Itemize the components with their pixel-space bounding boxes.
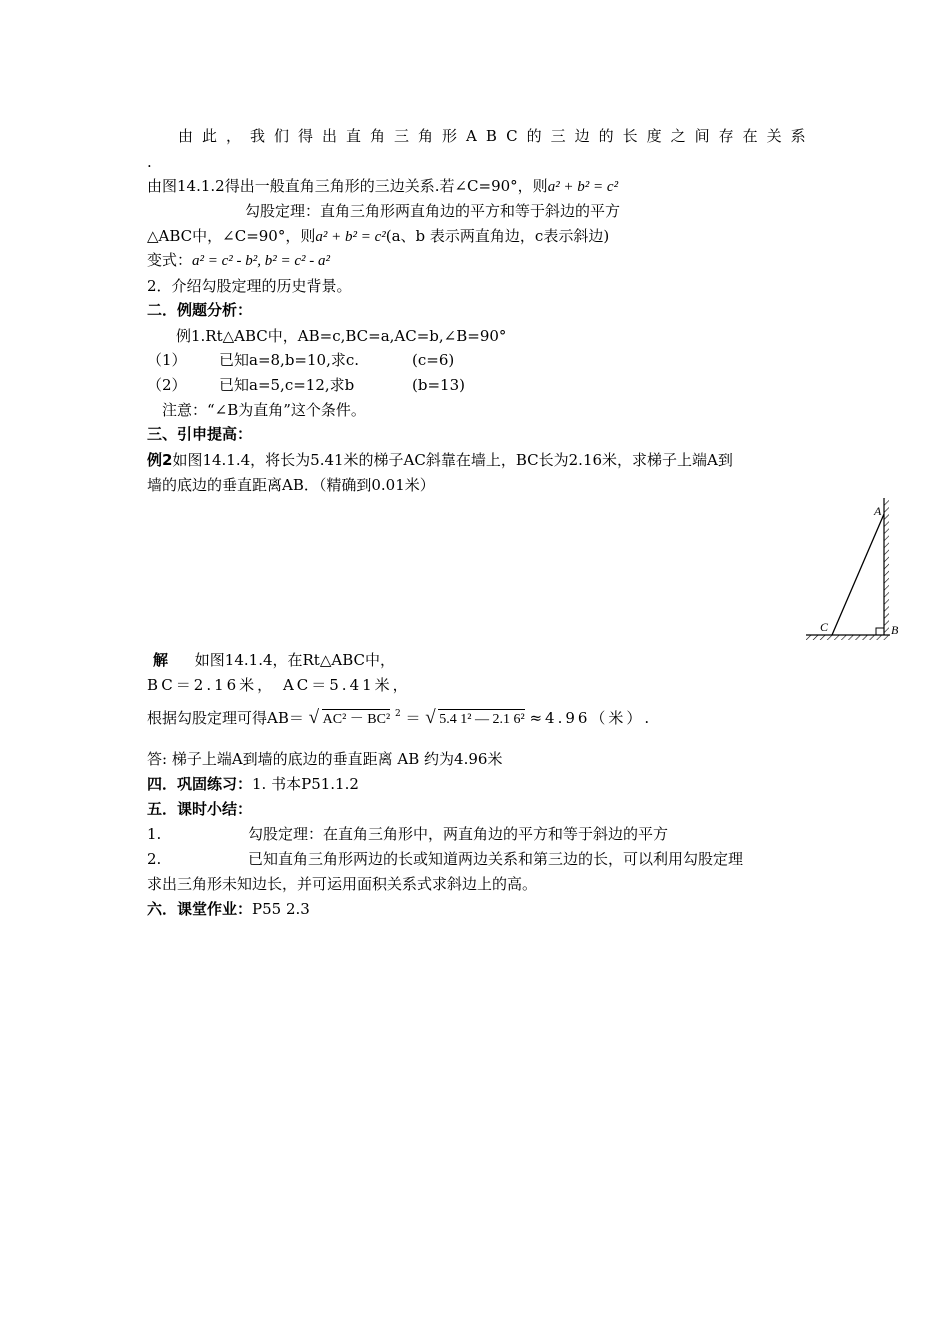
intro-line-1-tail: .: [147, 153, 152, 171]
summary-number: 1.: [147, 825, 162, 843]
item-text: 已知a=8,b=10,求c.: [219, 351, 360, 369]
sqrt1-content: AC² － BC²: [322, 712, 391, 727]
example1-item-1: [147, 350, 455, 370]
section6-text: P55 2.3: [252, 900, 310, 918]
theorem-note: (a、b 表示两直角边，c表示斜边): [385, 227, 610, 245]
theorem-condition: △ABC中，∠C=90°，则: [147, 227, 316, 245]
ladder-figure: [800, 490, 920, 650]
label-a: A: [874, 504, 882, 518]
solution-text: 如图14.1.4，在Rt△ABC中，: [194, 651, 395, 669]
equals-sign: ＝: [405, 709, 421, 727]
section4-line: [147, 774, 359, 794]
item-number: （2）: [147, 376, 187, 394]
summary-number: 2.: [147, 850, 162, 868]
example2-label: 例2: [147, 451, 173, 469]
history-line: 2．介绍勾股定理的历史背景。: [147, 277, 352, 295]
intro-formula: a² + b² = c²: [547, 179, 619, 195]
example2-text: 如图14.1.4，将长为5.41米的梯子AC斜靠在墙上，BC长为2.16米，求梯子上端A到: [172, 451, 733, 469]
solution-line-3: [147, 704, 652, 730]
solution-line-1: [153, 650, 395, 670]
example2-line-2: 墙的底边的垂直距离AB．（精确到0.01米）: [147, 476, 435, 494]
ladder-line: [832, 514, 884, 635]
section4-heading: 四．巩固练习：: [147, 775, 253, 793]
summary-item-2: [147, 849, 744, 869]
item-answer: (c=6): [412, 351, 455, 369]
item-number: （1）: [147, 351, 187, 369]
item-answer: (b=13): [412, 376, 465, 394]
ground-hatch: [806, 635, 890, 640]
label-c: C: [820, 620, 829, 634]
answer-line: 答: 梯子上端A到墙的底边的垂直距离 AB 约为4.96米: [147, 750, 503, 768]
solution-line-2: BC＝2.16米， AC＝5.41米，: [147, 676, 411, 694]
theorem-condition-line: [147, 226, 609, 247]
label-b: B: [891, 623, 899, 637]
section6-heading: 六．课堂作业：: [147, 900, 253, 918]
section4-text: 1. 书本P51.1.2: [252, 775, 359, 793]
example2-line-1: [147, 450, 733, 470]
section3-heading: 三、引申提高：: [147, 425, 253, 443]
solution-prefix: 根据勾股定理可得AB＝: [147, 709, 304, 727]
solution-result: ≈4.96（米）.: [529, 709, 653, 727]
summary-text: 已知直角三角形两边的长或知道两边关系和第三边的长，可以利用勾股定理: [248, 850, 744, 868]
summary-item-2-cont: 求出三角形未知边长，并可运用面积关系式求斜边上的高。: [147, 875, 538, 893]
right-angle-mark: [876, 628, 884, 635]
sqrt1-tail: 2: [394, 709, 401, 719]
variant-formula: a² = c² - b², b² = c² - a²: [192, 253, 331, 269]
sqrt2-content: 5.4 1² — 2.1 6²: [439, 712, 525, 727]
solution-label: 解: [153, 651, 169, 669]
section5-heading: 五．课时小结：: [147, 800, 253, 818]
condition-note: 注意：“∠B为直角”这个条件。: [162, 401, 366, 419]
variant-line: [147, 250, 330, 271]
theorem-statement: 勾股定理：直角三角形两直角边的平方和等于斜边的平方: [245, 202, 621, 220]
intro-line-2-text: 由图14.1.2得出一般直角三角形的三边关系.若∠C=90°，则: [147, 177, 548, 195]
variant-label: 变式：: [147, 251, 193, 269]
wall-hatch: [884, 498, 889, 635]
summary-text: 勾股定理：在直角三角形中，两直角边的平方和等于斜边的平方: [248, 825, 669, 843]
sqrt-expression-1: √ AC² － BC²: [308, 707, 391, 728]
intro-line-2: [147, 176, 618, 197]
example1: 例1.Rt△ABC中，AB=c,BC=a,AC=b,∠B=90°: [176, 327, 507, 345]
section2-heading: 二．例题分析：: [147, 301, 253, 319]
item-text: 已知a=5,c=12,求b: [219, 376, 355, 394]
section6-line: [147, 899, 310, 919]
intro-line-1: 由此，我们得出直角三角形ABC的三边的长度之间存在关系: [178, 127, 815, 145]
summary-item-1: [147, 824, 669, 844]
theorem-formula: a² + b² = c²: [315, 229, 386, 245]
example1-item-2: [147, 375, 465, 395]
sqrt-expression-2: √ 5.4 1² — 2.1 6²: [425, 707, 525, 728]
